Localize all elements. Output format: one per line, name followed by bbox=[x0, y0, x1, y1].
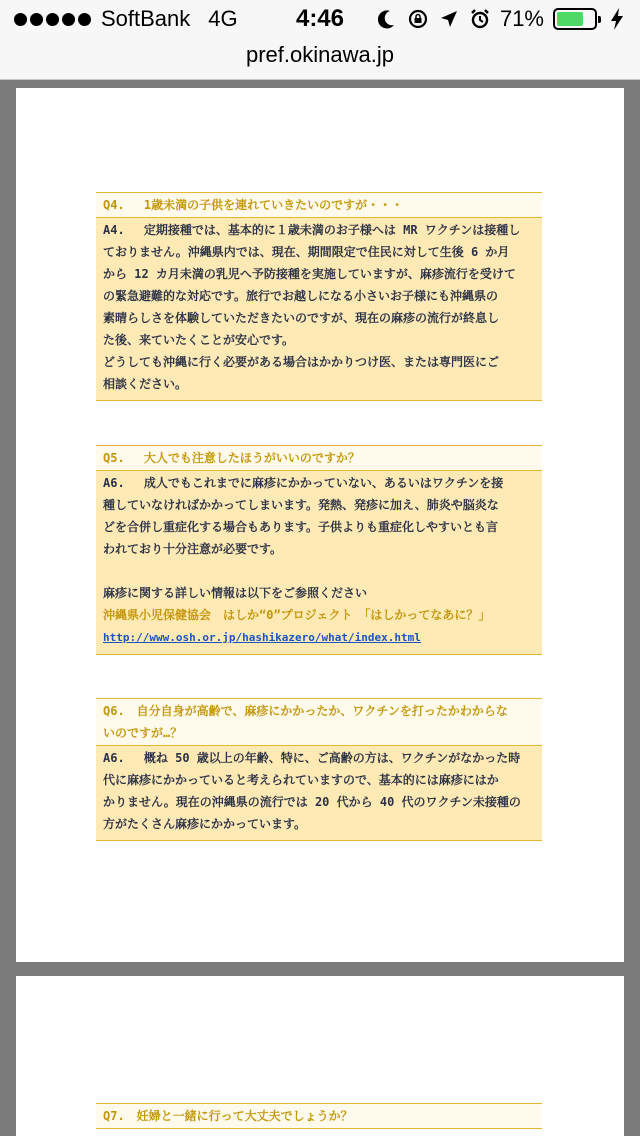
rotation-lock-icon bbox=[407, 7, 429, 31]
faq-question: Q7. 妊婦と一緒に行って大丈夫でしょうか？ bbox=[96, 1103, 542, 1129]
faq-question: Q4. 1歳未満の子供を連れていきたいのですが・・・ bbox=[96, 192, 542, 218]
info-source: 沖縄県小児保健協会 はしか“0”プロジェクト 「はしかってなあに？」 bbox=[103, 608, 491, 622]
network-type: 4G bbox=[208, 6, 238, 31]
faq-answer: A4. 定期接種では、基本的に１歳未満のお子様へは MR ワクチンは接種し ておりません。沖縄県内では、現在、期間限定で住民に対して生後 6 か月 から 12 カ月未満の乳児へ予防接種を実施していますが、麻疹流行を受けて の緊急避難的な対応です。旅行でお越しになる小さいお子様にも沖縄県の 素晴らしさを体験していただきたいのですが、現在の麻疹の流行が終息し た後、来ていたくことが安心です。 どうしても沖縄に行く必要がある場合はかかりつけ医、または専門医にご 相談ください。 bbox=[96, 218, 542, 401]
battery-percent: 71% bbox=[499, 6, 544, 31]
address-bar[interactable] bbox=[0, 40, 640, 80]
alarm-icon bbox=[469, 7, 491, 31]
charging-bolt-icon bbox=[606, 7, 628, 31]
status-icons bbox=[376, 6, 628, 32]
moon-icon bbox=[376, 7, 398, 31]
info-link[interactable]: http://www.osh.or.jp/hashikazero/what/index.html bbox=[103, 631, 421, 644]
clock: 4:46 bbox=[295, 5, 345, 32]
faq-question: Q5. 大人でも注意したほうがいいのですか？ bbox=[96, 445, 542, 471]
faq-item-q4 bbox=[96, 192, 542, 401]
faq-answer: A6. 概ね 50 歳以上の年齢、特に、ご高齢の方は、ワクチンがなかった時 代に麻疹にかかっていると考えられていますので、基本的には麻疹にはか かりません。現在の沖縄県の流行では 20 代から 40 代のワクチン未接種の 方がたくさん麻疹にかかっています。 bbox=[96, 746, 542, 841]
faq-item-q6 bbox=[96, 698, 542, 841]
faq-item-q5 bbox=[96, 445, 542, 655]
faq-answer: A6. 成人でもこれまでに麻疹にかかっていない、あるいはワクチンを接 種していなければかかってしまいます。発熱、発疹に加え、肺炎や脳炎な どを合併し重症化する場合もあります。子供よりも重症化しやすいとも言 われており十分注意が必要です。 麻疹に関する詳しい情報は以下をご参照ください 沖縄県小児保健協会 はしか“0”プロジェクト 「はしかってなあに？」 http://www.osh.or.jp/hashikazero/what/index.html bbox=[96, 471, 542, 655]
battery-icon bbox=[553, 8, 597, 30]
status-bar bbox=[0, 0, 640, 40]
document-page bbox=[16, 976, 624, 1136]
carrier-name: SoftBank bbox=[101, 6, 191, 31]
info-label: 麻疹に関する詳しい情報は以下をご参照ください bbox=[103, 586, 368, 600]
faq-question: Q6. 自分自身が高齢で、麻疹にかかったか、ワクチンを打ったかわからな いのですが…？ bbox=[96, 698, 542, 746]
location-arrow-icon bbox=[438, 7, 460, 31]
faq-item-q7 bbox=[96, 1103, 542, 1129]
url-text[interactable]: pref.okinawa.jp bbox=[246, 42, 394, 67]
document-page bbox=[16, 88, 624, 962]
